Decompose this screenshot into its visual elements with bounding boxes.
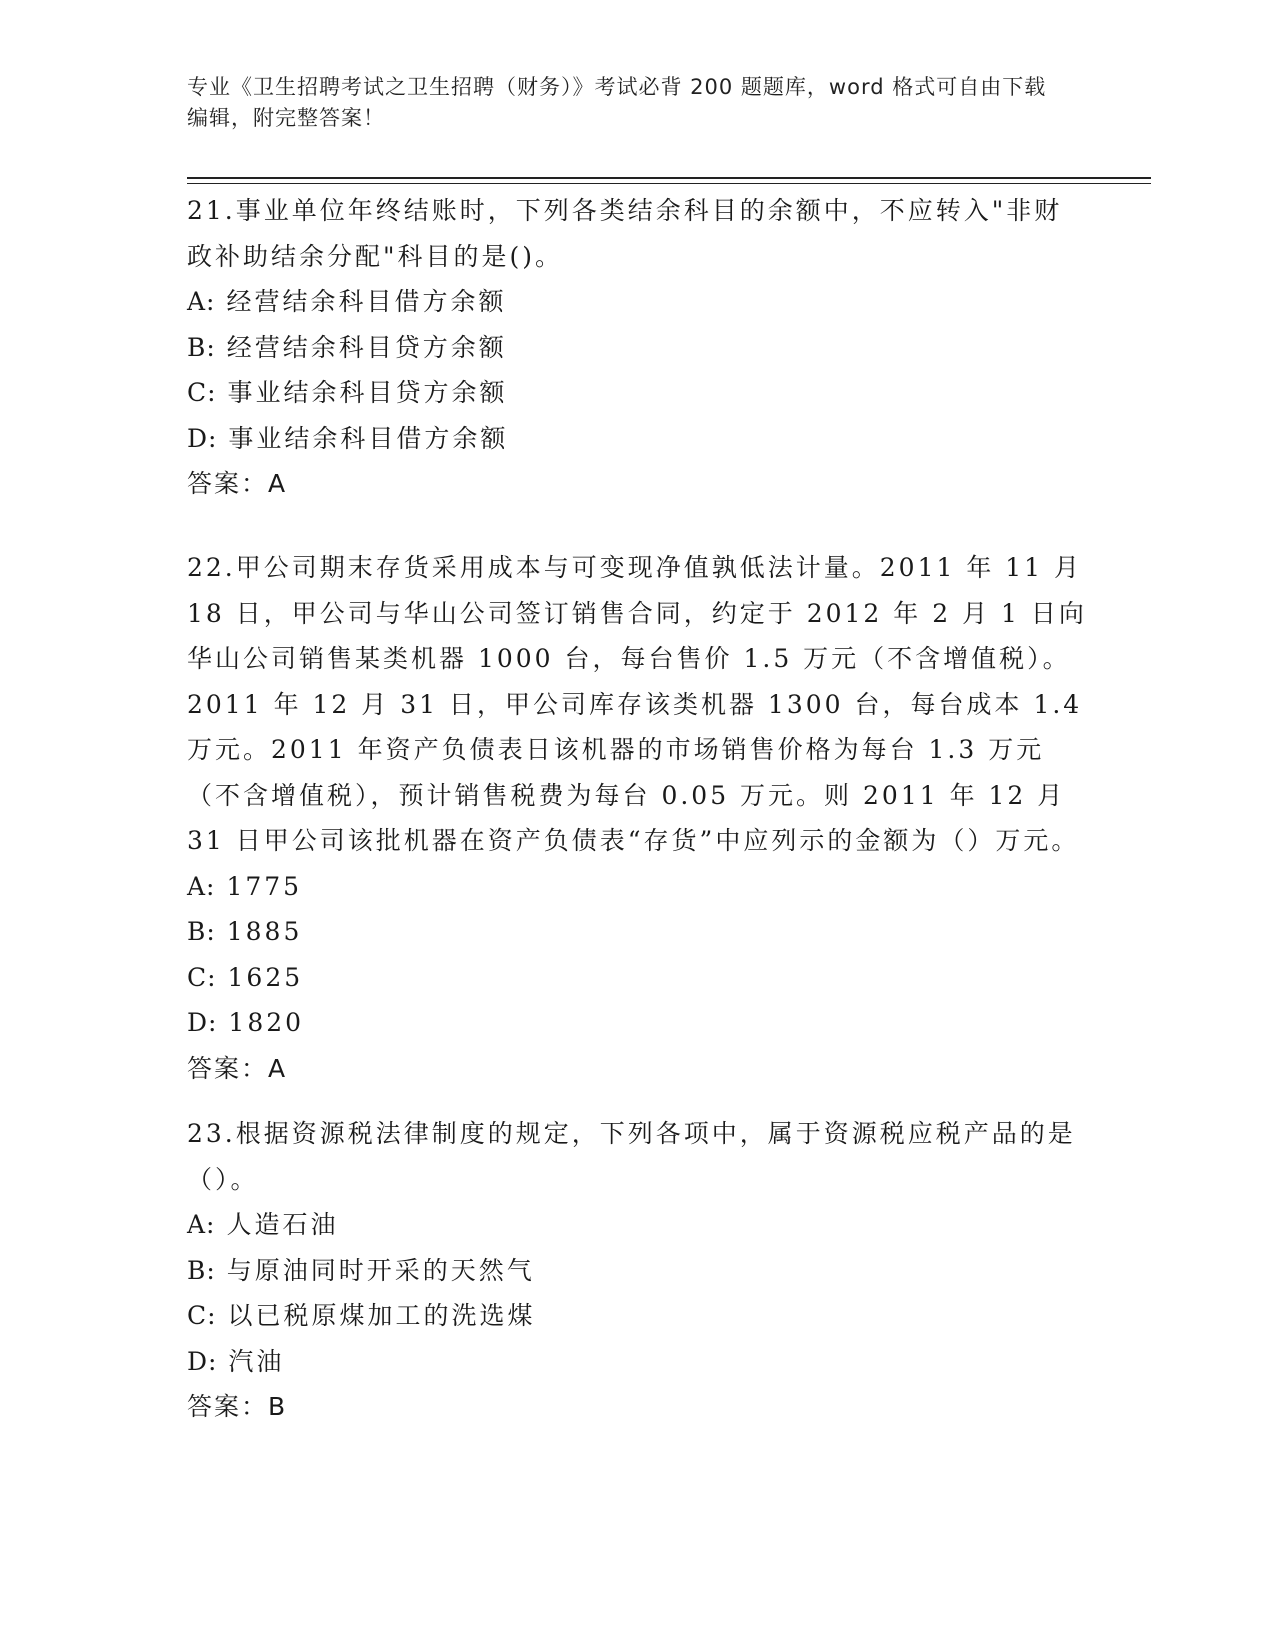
option-a: [187, 864, 1087, 910]
option-text: 与原油同时开采的天然气: [226, 1255, 535, 1285]
option-text: 人造石油: [226, 1210, 339, 1239]
option-letter: C:: [187, 1301, 217, 1330]
option-c: [187, 370, 1087, 416]
option-b: [187, 1248, 1087, 1294]
option-letter: A:: [187, 287, 216, 316]
option-letter: D:: [187, 1008, 218, 1037]
option-letter: A:: [187, 1210, 216, 1239]
answer-line: 答案：A: [187, 469, 288, 498]
option-text: 经营结余科目贷方余额: [226, 332, 507, 362]
option-text: 事业结余科目借方余额: [228, 423, 509, 453]
question-21: [187, 188, 1087, 507]
option-b: [187, 325, 1087, 371]
question-stem: 23.根据资源税法律制度的规定，下列各项中，属于资源税应税产品的是（）。: [187, 1119, 1076, 1194]
option-letter: B:: [187, 917, 216, 946]
answer-line: 答案：A: [187, 1053, 288, 1083]
option-d: [187, 1339, 1087, 1385]
option-letter: A:: [187, 871, 216, 901]
question-stem: 21.事业单位年终结账时，下列各类结余科目的余额中，不应转入"非财政补助结余分配"科目的是()。: [187, 196, 1063, 271]
option-text: 事业结余科目贷方余额: [227, 378, 508, 407]
option-a: [187, 279, 1087, 325]
option-letter: D:: [187, 1346, 218, 1376]
option-b: [187, 909, 1087, 955]
option-letter: B:: [187, 332, 216, 362]
option-d: [187, 416, 1087, 462]
option-a: [187, 1202, 1087, 1248]
option-letter: C:: [187, 962, 217, 992]
header-divider-thin: [187, 183, 1151, 184]
question-stem: 22.甲公司期末存货采用成本与可变现净值孰低法计量。2011 年 11 月 18 日，甲公司与华山公司签订销售合同，约定于 2012 年 2 月 1 日向华山公司销售某类机器 1000 台，每台售价 1.5 万元（不含增值税）。2011 年 12 月 31 日，甲公司库存该类机器 1300 台，每台成本 1.4 万元。2011 年资产负债表日该机器的市场销售价格为每台 1.3 万元（不含增值税），预计销售税费为每台 0.05 万元。则 2011 年 12 月 31 日甲公司该批机器在资产负债表“存货”中应列示的金额为（）万元。: [187, 553, 1087, 855]
document-intro: 专业《卫生招聘考试之卫生招聘（财务）》考试必背 200 题题库，word 格式可自由下载编辑，附完整答案！: [187, 75, 1047, 130]
option-text: 以已税原煤加工的洗选煤: [227, 1301, 536, 1330]
question-22: [187, 545, 1087, 1091]
option-text: 1625: [227, 962, 304, 992]
option-d: [187, 1000, 1087, 1046]
option-letter: C:: [187, 378, 217, 407]
option-text: 1885: [226, 917, 303, 946]
option-text: 1775: [226, 871, 303, 901]
answer-line: 答案：B: [187, 1392, 288, 1421]
option-text: 经营结余科目借方余额: [226, 287, 507, 316]
option-letter: D:: [187, 423, 218, 453]
option-letter: B:: [187, 1255, 216, 1285]
option-c: [187, 1293, 1087, 1339]
question-23: [187, 1111, 1087, 1430]
option-text: 1820: [228, 1008, 305, 1037]
option-c: [187, 955, 1087, 1001]
option-text: 汽油: [228, 1346, 285, 1376]
header-divider: [187, 177, 1151, 179]
